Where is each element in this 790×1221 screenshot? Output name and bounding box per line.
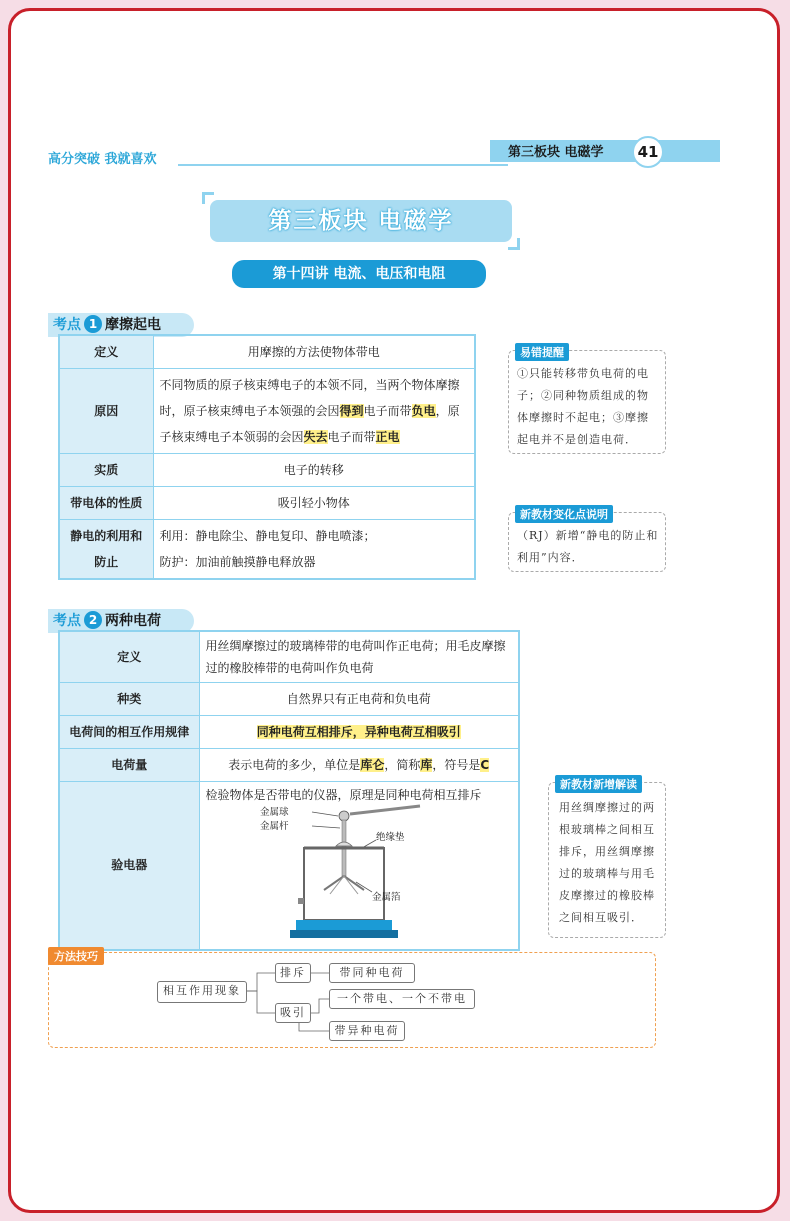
table-row xyxy=(59,487,475,520)
table-row xyxy=(59,749,519,782)
text: 检验物体是否带电的仪器，原理是同种电荷相互排斥 xyxy=(205,788,482,802)
text: ，符号是 xyxy=(432,758,481,772)
kaodian-prefix: 考点 xyxy=(53,317,81,333)
method-attract-result-1: 一个带电、一个不带电 xyxy=(329,989,475,1009)
header-slogan: 高分突破 我就喜欢 xyxy=(48,152,157,167)
method-root-box: 相互作用现象 xyxy=(157,981,247,1003)
kaodian-prefix: 考点 xyxy=(53,613,81,629)
note-error-reminder xyxy=(508,346,666,454)
header-section-name: 第三板块 电磁学 xyxy=(508,145,604,160)
row-content: 自然界只有正电荷和负电荷 xyxy=(199,683,519,716)
header-divider xyxy=(178,164,508,166)
table-row xyxy=(59,520,475,580)
method-tips-box xyxy=(48,952,656,1048)
row-content xyxy=(153,520,475,580)
row-label: 定义 xyxy=(59,335,153,369)
highlight: 失去 xyxy=(303,430,328,444)
row-label: 带电体的性质 xyxy=(59,487,153,520)
note-text: ①只能转移带负电荷的电子；②同种物质组成的物体摩擦时不起电；③摩擦起电并不是创造电荷． xyxy=(517,367,649,446)
note-tag: 新教材变化点说明 xyxy=(515,505,613,523)
page-number: 41 xyxy=(632,136,664,168)
text-line: 防护：加油前触摸静电释放器 xyxy=(159,555,316,569)
note-tag: 易错提醒 xyxy=(515,343,569,361)
row-content: 电子的转移 xyxy=(153,454,475,487)
corner-decoration xyxy=(508,238,520,250)
text-line: 利用：静电除尘、静电复印、静电喷漆； xyxy=(159,529,376,543)
table-row xyxy=(59,335,475,369)
row-label: 种类 xyxy=(59,683,199,716)
row-label: 静电的利用和防止 xyxy=(59,520,153,580)
row-label: 验电器 xyxy=(59,782,199,950)
highlight: 负电 xyxy=(411,404,436,418)
row-label: 电荷间的相互作用规律 xyxy=(59,716,199,749)
highlight: C xyxy=(480,758,490,772)
table-row xyxy=(59,454,475,487)
highlight: 库仑 xyxy=(360,758,385,772)
label-ball: 金属球 xyxy=(259,807,289,818)
kaodian-1-table xyxy=(58,334,476,580)
row-content: 用摩擦的方法使物体带电 xyxy=(153,335,475,369)
text: 电子而带 xyxy=(327,430,376,444)
note-text: 用丝绸摩擦过的两根玻璃棒之间相互排斥，用丝绸摩擦过的玻璃棒与用毛皮摩擦过的橡胶棒之间相互吸引． xyxy=(559,801,655,924)
kaodian-title: 两种电荷 xyxy=(105,613,161,629)
lecture-title: 第十四讲 电流、电压和电阻 xyxy=(232,260,486,288)
table-row xyxy=(59,782,519,950)
row-content xyxy=(199,716,519,749)
table-row xyxy=(59,369,475,454)
method-attract-box: 吸引 xyxy=(275,1003,311,1023)
method-repel-result: 带同种电荷 xyxy=(329,963,415,983)
kaodian-number: 1 xyxy=(84,315,102,333)
highlight: 库 xyxy=(420,758,433,772)
section-title: 第三板块 电磁学 xyxy=(210,200,512,242)
label-pad: 绝缘垫 xyxy=(375,832,405,843)
text: ，简称 xyxy=(384,758,421,772)
row-content xyxy=(153,369,475,454)
kaodian-2-table xyxy=(58,630,520,951)
method-tag: 方法技巧 xyxy=(48,947,104,965)
kaodian-number: 2 xyxy=(84,611,102,629)
text: 电子而带 xyxy=(363,404,412,418)
note-text: （RJ）新增“静电的防止和利用”内容． xyxy=(517,529,659,564)
text: 不同物质的原子核束缚电子的本领不同，当两个物体摩擦时，原子核束缚电子本领强的会因 xyxy=(159,378,460,418)
row-content xyxy=(199,782,519,950)
label-foil: 金属箔 xyxy=(371,892,401,903)
row-label: 电荷量 xyxy=(59,749,199,782)
note-tag: 新教材新增解读 xyxy=(555,775,642,793)
row-content xyxy=(199,749,519,782)
table-row xyxy=(59,716,519,749)
row-content: 用丝绸摩擦过的玻璃棒带的电荷叫作正电荷；用毛皮摩擦过的橡胶棒带的电荷叫作负电荷 xyxy=(199,631,519,683)
table-row xyxy=(59,683,519,716)
method-repel-box: 排斥 xyxy=(275,963,311,983)
row-content: 吸引轻小物体 xyxy=(153,487,475,520)
label-rod: 金属杆 xyxy=(259,821,289,832)
note-new-interpretation xyxy=(548,778,666,938)
text: ，原子核束缚电子本领弱的会因 xyxy=(159,404,460,444)
row-label: 实质 xyxy=(59,454,153,487)
table-row xyxy=(59,631,519,683)
row-label: 定义 xyxy=(59,631,199,683)
section-title-box xyxy=(202,192,520,250)
highlight: 得到 xyxy=(339,404,364,418)
method-attract-result-2: 带异种电荷 xyxy=(329,1021,405,1041)
highlight: 正电 xyxy=(375,430,400,444)
row-label: 原因 xyxy=(59,369,153,454)
text: 表示电荷的多少，单位是 xyxy=(228,758,361,772)
electroscope-diagram xyxy=(260,804,460,944)
kaodian-title: 摩擦起电 xyxy=(105,317,161,333)
highlight: 同种电荷互相排斥，异种电荷互相吸引 xyxy=(256,725,461,739)
note-new-textbook xyxy=(508,508,666,572)
